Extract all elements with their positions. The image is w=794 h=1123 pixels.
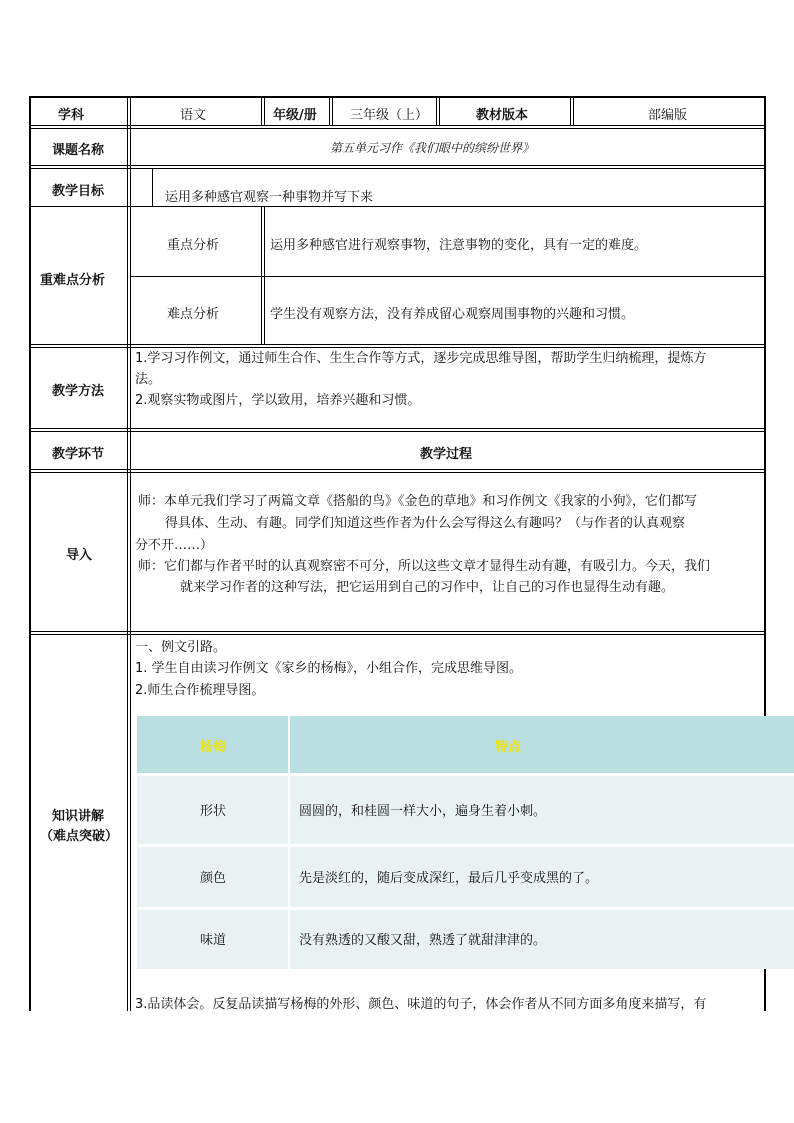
objective-label: 教学目标 — [52, 184, 105, 199]
edition-value: 部编版 — [648, 108, 688, 123]
key-point-label: 重点分析 — [167, 238, 220, 253]
features-row-detail: 先是淡红的，随后变成深红，最后几乎变成黑的了。 — [299, 871, 599, 886]
intro-line-4: 师：它们都与作者平时的认真观察密不可分，所以这些文章才显得生动有趣，有吸引力。今天，我们 — [138, 559, 711, 574]
knowledge-line-3: 2.师生合作梳理导图。 — [135, 683, 265, 698]
knowledge-line-1: 一、例文引路。 — [135, 640, 227, 655]
lesson-title-value: 第五单元习作《我们眼中的缤纷世界》 — [330, 141, 535, 155]
intro-line-5: 就来学习作者的这种写法，把它运用到自己的习作中，让自己的习作也显得生动有趣。 — [180, 580, 675, 595]
features-row-aspect: 形状 — [200, 804, 227, 819]
analysis-label: 重难点分析 — [40, 273, 106, 288]
difficult-point-label: 难点分析 — [167, 307, 220, 322]
key-point-value: 运用多种感官进行观察事物，注意事物的变化，具有一定的难度。 — [270, 238, 648, 253]
features-row-aspect: 颜色 — [200, 871, 227, 886]
stage-label: 教学环节 — [52, 447, 105, 462]
knowledge-label-line-2: （难点突破） — [40, 829, 119, 844]
lesson-title-label: 课题名称 — [52, 143, 105, 158]
features-table — [137, 716, 794, 969]
grade-label: 年级/册 — [273, 108, 317, 123]
features-row-detail: 没有熟透的又酸又甜，熟透了就甜津津的。 — [299, 933, 547, 948]
features-head-trait: 特点 — [495, 740, 522, 755]
subject-label: 学科 — [58, 108, 85, 123]
features-table-header — [137, 716, 794, 773]
features-row-aspect: 味道 — [200, 933, 227, 948]
method-line-2: 法。 — [135, 372, 162, 387]
knowledge-line-2: 1. 学生自由读习作例文《家乡的杨梅》，小组合作，完成思维导图。 — [135, 661, 523, 676]
features-head-fruit: 杨梅 — [200, 740, 227, 755]
process-label: 教学过程 — [420, 447, 473, 462]
intro-line-3: 分不开……） — [135, 538, 214, 553]
features-row-detail: 圆圆的，和桂圆一样大小，遍身生着小刺。 — [299, 804, 547, 819]
intro-line-1: 师：本单元我们学习了两篇文章《搭船的鸟》《金色的草地》和习作例文《我家的小狗》，它们都写 — [138, 494, 698, 509]
intro-line-2: 得具体、生动、有趣。同学们知道这些作者为什么会写得这么有趣吗？（与作者的认真观察 — [165, 516, 686, 531]
knowledge-label-line-1: 知识讲解 — [52, 809, 105, 824]
method-label: 教学方法 — [52, 384, 105, 399]
intro-label: 导入 — [66, 548, 93, 563]
method-line-1: 1.学习习作例文，通过师生合作、生生合作等方式，逐步完成思维导图，帮助学生归纳梳理，提炼方 — [135, 351, 707, 366]
objective-value: 运用多种感官观察一种事物并写下来 — [165, 190, 374, 205]
subject-value: 语文 — [180, 108, 207, 123]
method-line-3: 2.观察实物或图片，学以致用，培养兴趣和习惯。 — [135, 393, 421, 408]
edition-label: 教材版本 — [476, 108, 529, 123]
difficult-point-value: 学生没有观察方法，没有养成留心观察周围事物的兴趣和习惯。 — [270, 307, 635, 322]
knowledge-line-4: 3.品读体会。反复品读描写杨梅的外形、颜色、味道的句子，体会作者从不同方面多角度来描写，有 — [135, 997, 707, 1012]
grade-value: 三年级（上） — [350, 108, 429, 123]
